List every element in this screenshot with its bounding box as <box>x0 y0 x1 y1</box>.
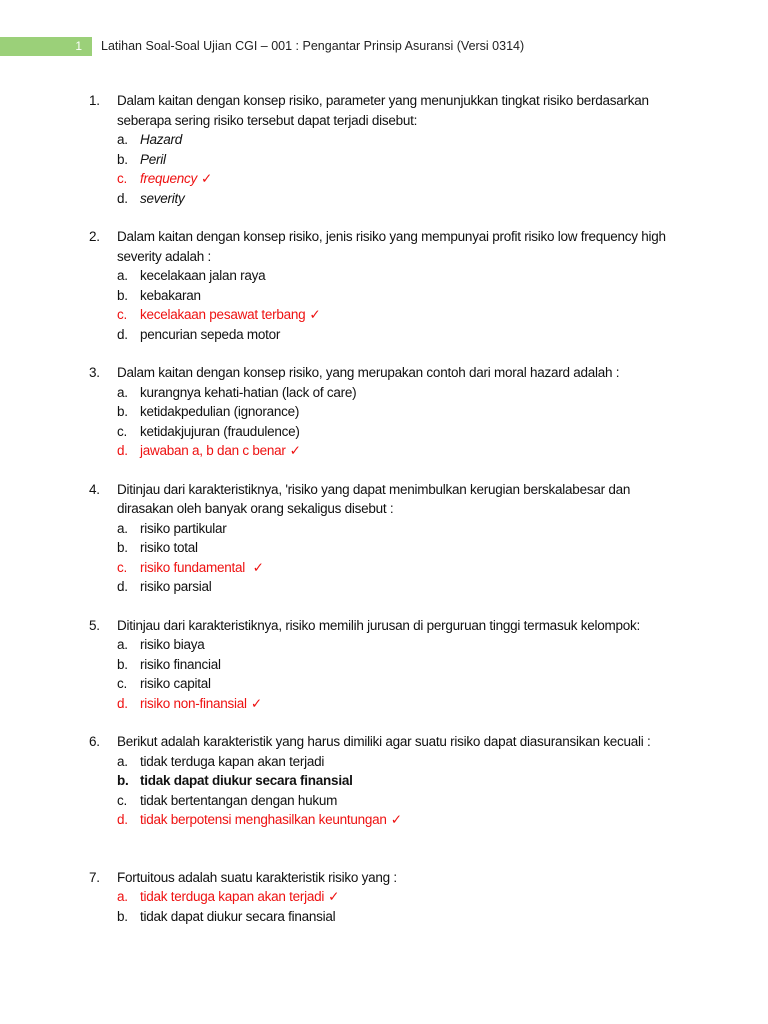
option-text: severity <box>140 190 185 206</box>
option-letter: d. <box>117 443 128 458</box>
option-text: kecelakaan pesawat terbang <box>140 307 306 322</box>
option-b <box>0 907 768 927</box>
option-text: risiko capital <box>140 676 211 691</box>
option-text: ketidakpedulian (ignorance) <box>140 404 300 419</box>
question-text: Dalam kaitan dengan konsep risiko, yang merupakan contoh dari moral hazard adalah : <box>117 365 620 380</box>
option-text: risiko parsial <box>140 579 212 594</box>
option-d <box>0 189 768 209</box>
question-number: 1. <box>89 93 100 108</box>
option-text: kurangnya kehati-hatian (lack of care) <box>140 384 357 400</box>
checkmark-icon: ✓ <box>252 559 264 575</box>
question-3 <box>0 363 768 461</box>
option-c <box>0 791 768 811</box>
checkmark-icon: ✓ <box>201 171 213 186</box>
checkmark-icon: ✓ <box>390 812 402 827</box>
option-letter: c. <box>117 423 128 439</box>
option-letter: c. <box>117 171 128 186</box>
option-c-correct <box>0 169 768 189</box>
option-list <box>0 266 768 344</box>
option-letter: d. <box>117 695 128 711</box>
option-list <box>0 887 768 926</box>
option-text: risiko total <box>140 540 198 555</box>
option-a <box>0 130 768 150</box>
option-d-correct <box>0 810 768 830</box>
option-text: Hazard <box>140 132 183 147</box>
question-text: Fortuitous adalah suatu karakteristik risiko yang : <box>117 869 397 885</box>
question-number: 7. <box>89 869 100 885</box>
option-c-correct <box>0 558 768 578</box>
option-letter: b. <box>117 656 128 672</box>
question-6 <box>0 732 768 830</box>
question-text: Dalam kaitan dengan konsep risiko, jenis risiko yang mempunyai profit risiko low frequency high severity adalah : <box>117 229 666 264</box>
option-text: ketidakjujuran (fraudulence) <box>140 423 300 439</box>
question-text: Dalam kaitan dengan konsep risiko, parameter yang menunjukkan tingkat risiko berdasarkan seberapa sering risiko tersebut dapat terjadi disebut: <box>117 93 649 128</box>
option-letter: d. <box>117 812 128 827</box>
checkmark-icon: ✓ <box>309 307 321 322</box>
option-list <box>0 519 768 597</box>
option-letter: b. <box>117 151 128 167</box>
option-letter: a. <box>117 637 128 652</box>
option-letter: a. <box>117 268 128 283</box>
option-b <box>0 771 768 791</box>
option-letter: b. <box>117 540 128 555</box>
option-list <box>0 130 768 208</box>
question-4 <box>0 480 768 597</box>
question-list <box>0 91 768 945</box>
option-b <box>0 402 768 422</box>
option-text: risiko financial <box>140 656 221 672</box>
page-header <box>0 37 768 57</box>
option-d <box>0 325 768 345</box>
option-text: kecelakaan jalan raya <box>140 268 266 283</box>
option-c <box>0 422 768 442</box>
option-a <box>0 266 768 286</box>
question-number: 4. <box>89 481 100 497</box>
option-letter: a. <box>117 384 128 400</box>
document-title: Latihan Soal-Soal Ujian CGI – 001 : Pengantar Prinsip Asuransi (Versi 0314) <box>101 39 525 53</box>
page-number-badge: 1 <box>0 37 92 56</box>
option-text: risiko partikular <box>140 520 227 536</box>
option-letter: a. <box>117 753 128 769</box>
checkmark-icon: ✓ <box>328 889 340 904</box>
option-text: tidak berpotensi menghasilkan keuntungan <box>140 812 387 827</box>
option-list <box>0 383 768 461</box>
question-5 <box>0 616 768 714</box>
checkmark-icon: ✓ <box>289 443 301 458</box>
option-text: Peril <box>140 151 166 167</box>
question-text: Ditinjau dari karakteristiknya, 'risiko yang dapat menimbulkan kerugian berskalabesar dan dirasakan oleh banyak orang sekaligus disebut : <box>117 481 631 516</box>
option-letter: c. <box>117 792 128 808</box>
option-a <box>0 383 768 403</box>
option-letter: a. <box>117 889 128 904</box>
question-number: 6. <box>89 734 100 749</box>
option-letter: b. <box>117 773 129 788</box>
option-text: tidak bertentangan dengan hukum <box>140 792 338 808</box>
question-number: 3. <box>89 365 100 380</box>
option-text: risiko fundamental <box>140 559 249 575</box>
option-text: risiko non-finansial <box>140 695 247 711</box>
option-list <box>0 635 768 713</box>
option-text: jawaban a, b dan c benar <box>140 443 286 458</box>
question-text: Ditinjau dari karakteristiknya, risiko memilih jurusan di perguruan tinggi termasuk kelompok: <box>117 617 640 633</box>
option-c-correct <box>0 305 768 325</box>
option-text: frequency <box>140 171 198 186</box>
option-d-correct <box>0 441 768 461</box>
option-text: tidak dapat diukur secara finansial <box>140 908 336 924</box>
option-letter: d. <box>117 579 128 594</box>
option-a <box>0 752 768 772</box>
question-text: Berikut adalah karakteristik yang harus dimiliki agar suatu risiko dapat diasuransikan kecuali : <box>117 734 651 749</box>
option-text: tidak terduga kapan akan terjadi <box>140 889 325 904</box>
option-letter: c. <box>117 559 128 575</box>
option-d <box>0 577 768 597</box>
option-a <box>0 519 768 539</box>
option-b <box>0 655 768 675</box>
option-d-correct <box>0 694 768 714</box>
option-text: risiko biaya <box>140 637 205 652</box>
option-b <box>0 150 768 170</box>
option-letter: b. <box>117 908 128 924</box>
option-letter: d. <box>117 190 128 206</box>
option-list <box>0 752 768 830</box>
checkmark-icon: ✓ <box>250 695 262 711</box>
option-letter: a. <box>117 132 128 147</box>
question-1 <box>0 91 768 208</box>
option-letter: d. <box>117 326 128 342</box>
option-letter: a. <box>117 520 128 536</box>
question-2 <box>0 227 768 344</box>
option-text: pencurian sepeda motor <box>140 326 281 342</box>
option-text: kebakaran <box>140 287 201 303</box>
option-b <box>0 286 768 306</box>
option-a <box>0 635 768 655</box>
option-text: tidak dapat diukur secara finansial <box>140 773 353 788</box>
option-letter: b. <box>117 404 128 419</box>
option-text: tidak terduga kapan akan terjadi <box>140 753 325 769</box>
option-b <box>0 538 768 558</box>
question-number: 5. <box>89 617 100 633</box>
option-letter: c. <box>117 307 128 322</box>
question-7 <box>0 868 768 927</box>
option-a-correct <box>0 887 768 907</box>
question-number: 2. <box>89 229 100 244</box>
option-c <box>0 674 768 694</box>
option-letter: b. <box>117 287 128 303</box>
option-letter: c. <box>117 676 128 691</box>
